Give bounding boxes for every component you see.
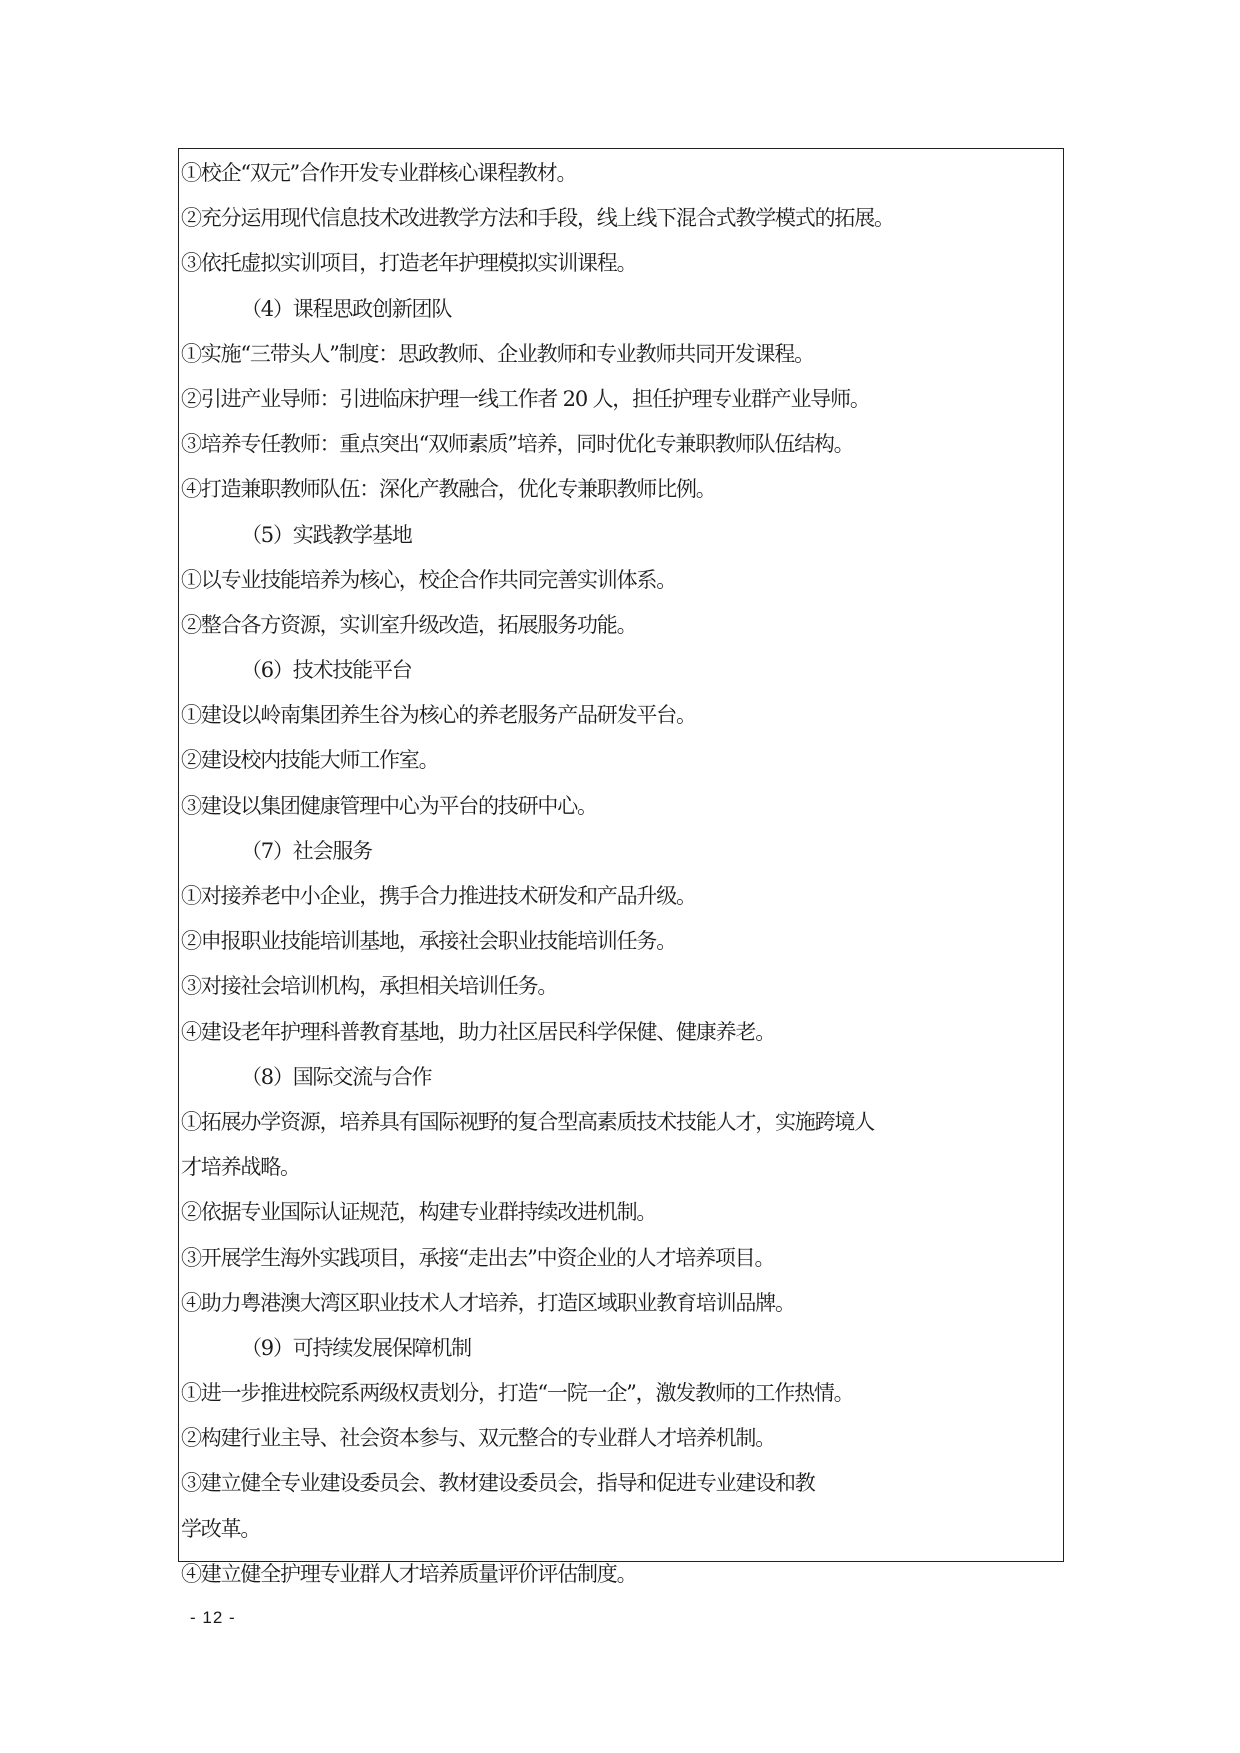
section-heading: （8）国际交流与合作	[241, 1064, 432, 1089]
list-item: ④建设老年护理科普教育基地，助力社区居民科学保健、健康养老。	[181, 1019, 775, 1044]
list-item: 学改革。	[181, 1516, 261, 1541]
list-item: ②充分运用现代信息技术改进教学方法和手段，线上线下混合式教学模式的拓展。	[181, 206, 894, 231]
list-item: ①对接养老中小企业，携手合力推进技术研发和产品升级。	[181, 884, 696, 908]
section-heading: （9）可持续发展保障机制	[241, 1335, 471, 1360]
list-item: ③对接社会培训机构，承担相关培训任务。	[181, 974, 558, 999]
section-heading: （7）社会服务	[241, 838, 372, 863]
list-item: ②构建行业主导、社会资本参与、双元整合的专业群人才培养机制。	[181, 1426, 775, 1451]
list-item: ②申报职业技能培训基地，承接社会职业技能培训任务。	[181, 929, 676, 954]
list-item: 才培养战略。	[181, 1155, 300, 1180]
list-item: ③建立健全专业建设委员会、教材建设委员会，指导和促进专业建设和教	[181, 1471, 815, 1496]
list-item: ③开展学生海外实践项目，承接“走出去”中资企业的人才培养项目。	[181, 1245, 775, 1270]
list-item: ①进一步推进校院系两级权责划分，打造“一院一企”，激发教师的工作热情。	[181, 1381, 854, 1406]
section-heading: （6）技术技能平台	[241, 658, 412, 683]
list-item: ③培养专任教师：重点突出“双师素质”培养，同时优化专兼职教师队伍结构。	[181, 432, 854, 457]
list-item: ②引进产业导师：引进临床护理一线工作者 20 人，担任护理专业群产业导师。	[181, 386, 870, 411]
section-heading: （5）实践教学基地	[241, 522, 412, 547]
content-table-frame	[178, 148, 1064, 1586]
list-item: ①建设以岭南集团养生谷为核心的养老服务产品研发平台。	[181, 703, 696, 728]
list-item: ③依托虚拟实训项目，打造老年护理模拟实训课程。	[181, 251, 637, 276]
section-heading: （4）课程思政创新团队	[241, 296, 452, 321]
list-item: ②建设校内技能大师工作室。	[181, 748, 439, 773]
list-item: ①实施“三带头人”制度：思政教师、企业教师和专业教师共同开发课程。	[181, 341, 814, 366]
list-item: ①拓展办学资源，培养具有国际视野的复合型高素质技术技能人才，实施跨境人	[181, 1109, 874, 1134]
list-item: ①校企“双元”合作开发专业群核心课程教材。	[181, 161, 577, 185]
list-item: ④打造兼职教师队伍：深化产教融合，优化专兼职教师比例。	[181, 477, 716, 502]
list-item: ②整合各方资源，实训室升级改造，拓展服务功能。	[181, 612, 637, 637]
list-item: ①以专业技能培养为核心，校企合作共同完善实训体系。	[181, 567, 676, 592]
list-item: ④建立健全护理专业群人才培养质量评价评估制度。	[181, 1561, 637, 1586]
list-item: ③建设以集团健康管理中心为平台的技研中心。	[181, 793, 597, 818]
page-number: - 12 -	[190, 1608, 236, 1627]
list-item: ④助力粤港澳大湾区职业技术人才培养，打造区域职业教育培训品牌。	[181, 1290, 795, 1315]
document-body	[179, 158, 1063, 1604]
list-item: ②依据专业国际认证规范，构建专业群持续改进机制。	[181, 1200, 657, 1225]
